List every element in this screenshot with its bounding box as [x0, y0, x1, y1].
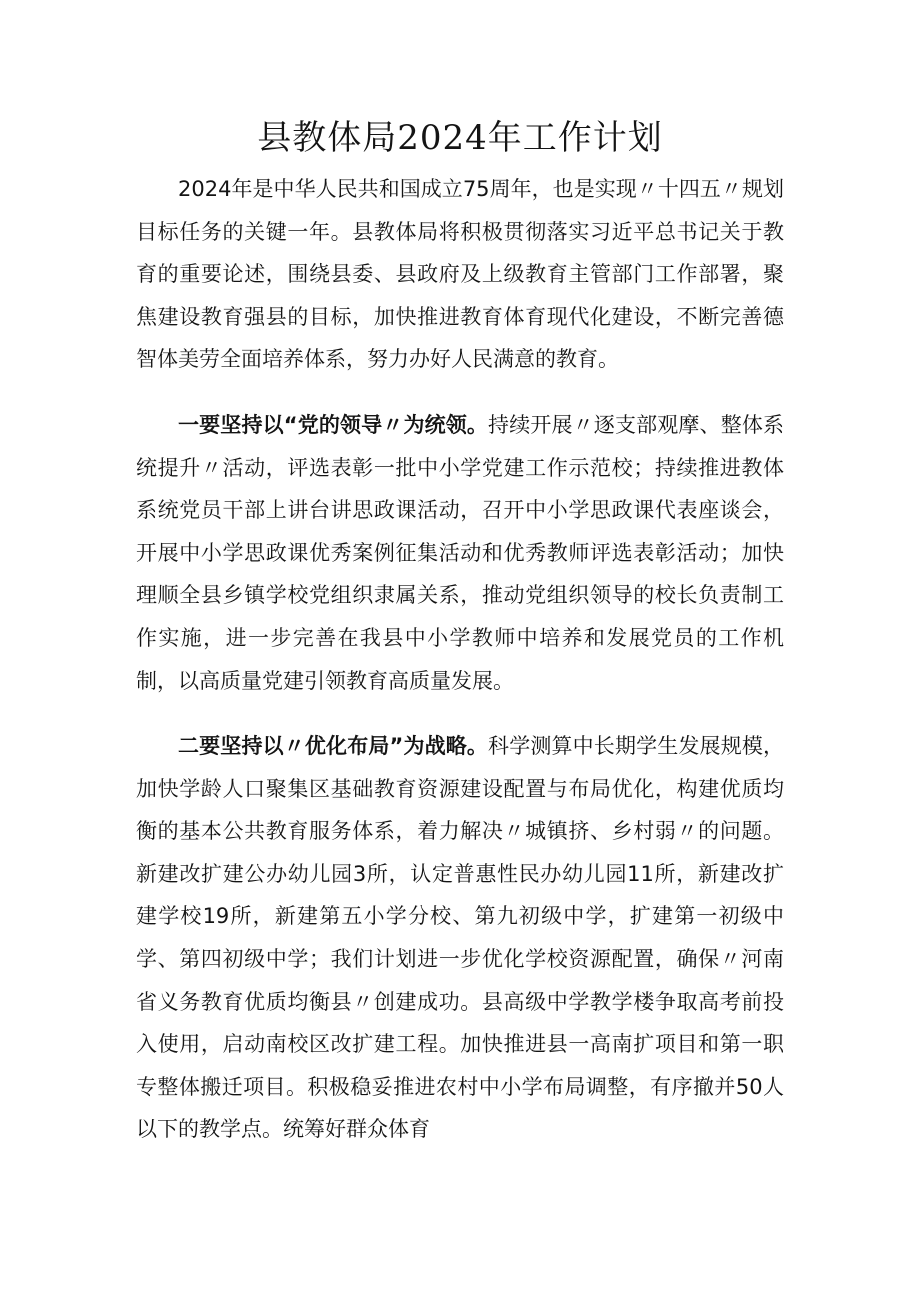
- paragraph-party-leadership-heading: 一要坚持以“党的领导〃为统领。: [178, 413, 489, 437]
- paragraph-layout-optimization: [136, 725, 784, 1151]
- paragraph-party-leadership-text: 持续开展〃逐支部观摩、整体系统提升〃活动，评选表彰一批中小学党建工作示范校；持续推进教体系统党员干部上讲台讲思政课活动，召开中小学思政课代表座谈会，开展中小学思政课优秀案例征集活动和优秀教师评选表彰活动；加快理顺全县乡镇学校党组织隶属关系，推动党组织领导的校长负责制工作实施，进一步完善在我县中小学教师中培养和发展党员的工作机制，以高质量党建引领教育高质量发展。: [136, 413, 784, 693]
- paragraph-intro: [136, 168, 784, 381]
- paragraph-party-leadership: [136, 404, 784, 702]
- paragraph-intro-text: 2024年是中华人民共和国成立75周年，也是实现〃十四五〃规划目标任务的关键一年。县教体局将积极贯彻落实习近平总书记关于教育的重要论述，围绕县委、县政府及上级教育主管部门工作部署，聚焦建设教育强县的目标，加快推进教育体育现代化建设，不断完善德智体美劳全面培养体系，努力办好人民满意的教育。: [136, 177, 784, 372]
- paragraph-layout-optimization-heading: 二要坚持以〃优化布局”为战略。: [178, 734, 489, 758]
- document-title: 县教体局2024年工作计划: [257, 118, 663, 158]
- paragraph-layout-optimization-text: 科学测算中长期学生发展规模，加快学龄人口聚集区基础教育资源建设配置与布局优化，构建优质均衡的基本公共教育服务体系，着力解决〃城镇挤、乡村弱〃的问题。新建改扩建公办幼儿园3所，认定普惠性民办幼儿园11所，新建改扩建学校19所，新建第五小学分校、第九初级中学，扩建第一初级中学、第四初级中学；我们计划进一步优化学校资源配置，确保〃河南省义务教育优质均衡县〃创建成功。县高级中学教学楼争取高考前投入使用，启动南校区改扩建工程。加快推进县一高南扩项目和第一职专整体搬迁项目。积极稳妥推进农村中小学布局调整，有序撤并50人以下的教学点。统筹好群众体育: [136, 734, 784, 1142]
